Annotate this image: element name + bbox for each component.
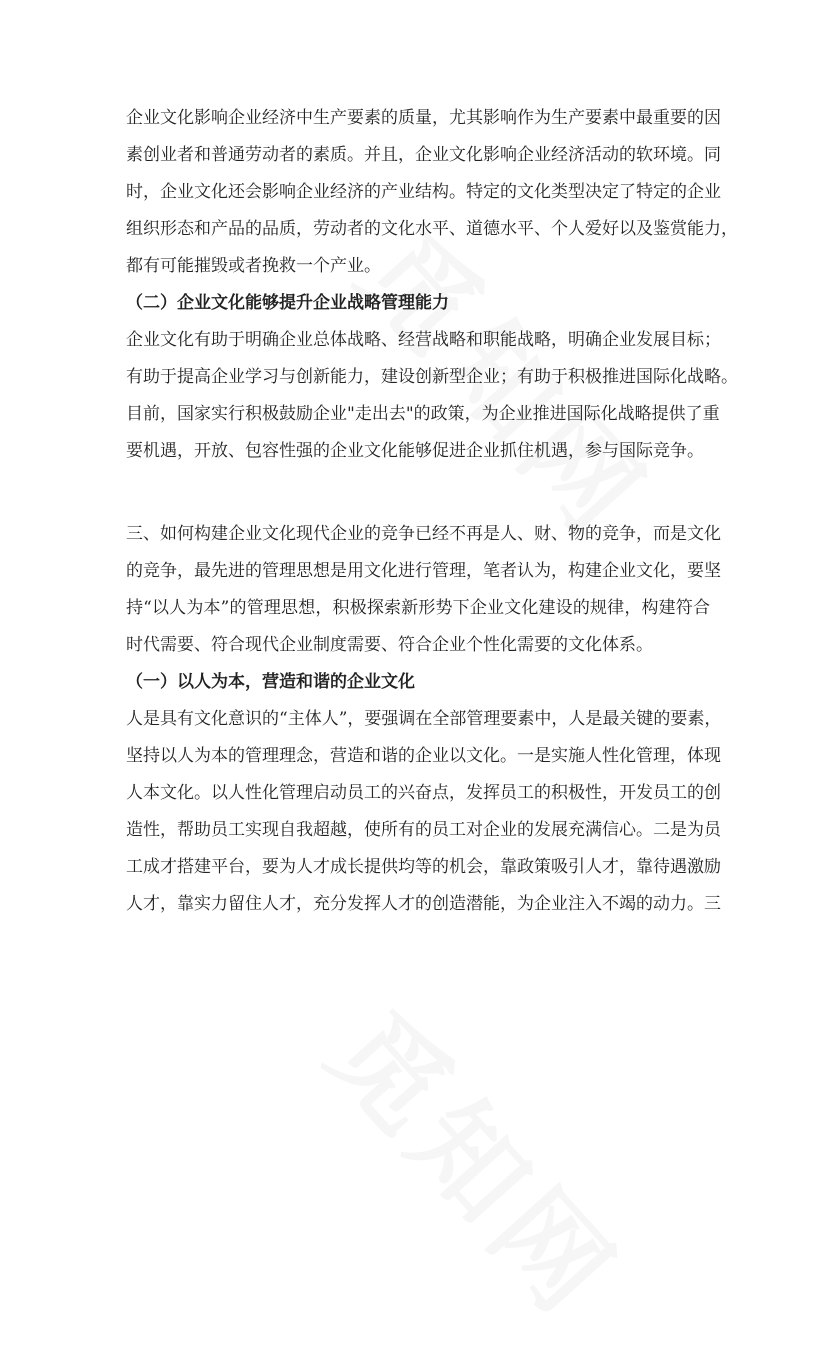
watermark-image	[301, 972, 659, 1345]
text-line: 的竞争，最先进的管理思想是用文化进行管理，笔者认为，构建企业文化，要坚	[126, 561, 721, 581]
section-heading-2: （二）企业文化能够提升企业战略管理能力	[126, 293, 449, 313]
paragraph-section-d	[126, 701, 722, 923]
text-line: 人本文化。以人性化管理启动员工的兴奋点，发挥员工的积极性，开发员工的创	[126, 783, 721, 803]
paragraph-section-b	[126, 322, 738, 470]
text-line: 时，企业文化还会影响企业经济的产业结构。特定的文化类型决定了特定的企业	[126, 182, 721, 202]
text-line: 持“以人为本”的管理思想，积极探索新形势下企业文化建设的规律，构建符合	[126, 598, 710, 618]
text-line: 三、如何构建企业文化现代企业的竞争已经不再是人、财、物的竞争，而是文化	[126, 524, 721, 544]
text-line: 要机遇，开放、包容性强的企业文化能够促进企业抓住机遇，参与国际竞争。	[126, 441, 704, 461]
section-heading-3: （一）以人为本，营造和谐的企业文化	[126, 672, 415, 692]
text-line: 有助于提高企业学习与创新能力，建设创新型企业；有助于积极推进国际化战略。	[126, 367, 738, 387]
document-body	[126, 100, 738, 923]
text-line: 企业文化有助于明确企业总体战略、经营战略和职能战略，明确企业发展目标；	[126, 330, 721, 350]
paragraph-section-a	[126, 100, 738, 285]
text-line: 目前，国家实行积极鼓励企业"走出去"的政策，为企业推进国际化战略提供了重	[126, 404, 720, 424]
paragraph-gap	[126, 470, 710, 516]
text-line: 时代需要、符合现代企业制度需要、符合企业个性化需要的文化体系。	[126, 635, 653, 655]
text-line: 企业文化影响企业经济中生产要素的质量，尤其影响作为生产要素中最重要的因	[126, 108, 721, 128]
text-line: 组织形态和产品的品质，劳动者的文化水平、道德水平、个人爱好以及鉴赏能力，	[126, 219, 738, 239]
paragraph-section-c	[126, 516, 721, 664]
text-line: 工成才搭建平台，要为人才成长提供均等的机会，靠政策吸引人才，靠待遇激励	[126, 857, 721, 877]
text-line: 造性，帮助员工实现自我超越，使所有的员工对企业的发展充满信心。二是为员	[126, 820, 721, 840]
text-line: 人是具有文化意识的“主体人”，要强调在全部管理要素中，人是最关键的要素，	[126, 709, 722, 729]
text-line: 坚持以人为本的管理理念，营造和谐的企业以文化。一是实施人性化管理，体现	[126, 746, 721, 766]
text-line: 人才，靠实力留住人才，充分发挥人才的创造潜能，为企业注入不竭的动力。三	[126, 894, 721, 914]
text-line: 都有可能摧毁或者挽救一个产业。	[126, 256, 381, 276]
text-line: 素创业者和普通劳动者的素质。并且，企业文化影响企业经济活动的软环境。同	[126, 145, 721, 165]
